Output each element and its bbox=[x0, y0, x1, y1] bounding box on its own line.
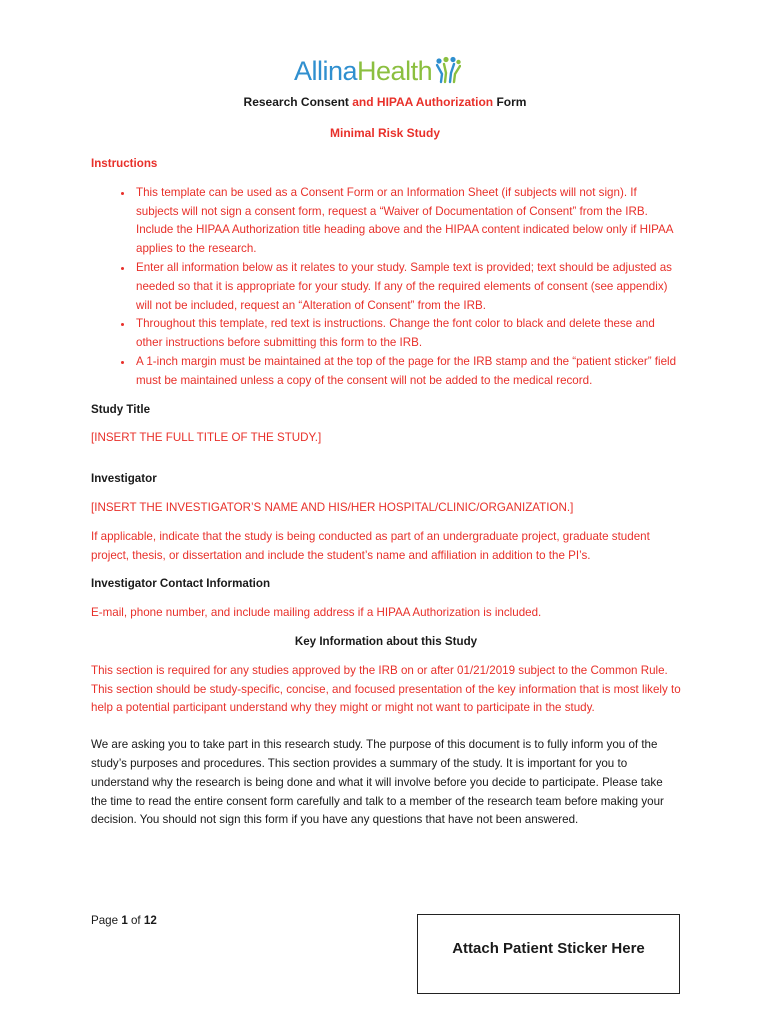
instructions-heading: Instructions bbox=[91, 157, 158, 170]
key-info-instruction: This section is required for any studies approved by the IRB on or after 01/21/2019 subject to the Common Rule. This section should be study-specific, concise, and focused presentation of the key information that is most likely to help a potential participant understand why they might or might not want to participate in the study. bbox=[91, 663, 681, 715]
logo-brand-part2: Health bbox=[357, 56, 433, 86]
contact-heading: Investigator Contact Information bbox=[91, 577, 271, 591]
document-title bbox=[0, 95, 770, 109]
page-of-label: of bbox=[127, 914, 144, 927]
page-current: 1 bbox=[121, 914, 128, 927]
document-subtitle: Minimal Risk Study bbox=[329, 126, 441, 140]
instruction-item: • Enter all information below as it relates to your study. Sample text is provided; text should be adjusted as needed so that it is appropriate for your study. If any of the required elements of consent (see appendix) will not be included, request an “Alteration of Consent” from the IRB. bbox=[134, 259, 681, 315]
title-part1: Research Consent bbox=[243, 95, 353, 109]
key-info-heading: Key Information about this Study bbox=[294, 634, 478, 648]
page-total: 12 bbox=[143, 914, 157, 927]
instruction-item: • Throughout this template, red text is instructions. Change the font color to black and delete these and other instructions before submitting this form to the IRB. bbox=[134, 315, 681, 353]
instructions-list bbox=[91, 184, 681, 391]
patient-sticker-box bbox=[417, 914, 680, 994]
instruction-item: • A 1-inch margin must be maintained at the top of the page for the IRB stamp and the “patient sticker” field must be maintained unless a copy of the consent will not be added to the medical record. bbox=[134, 353, 681, 391]
investigator-placeholder: [INSERT THE INVESTIGATOR’S NAME AND HIS/HER HOSPITAL/CLINIC/ORGANIZATION.] bbox=[91, 500, 574, 514]
contact-instruction: E-mail, phone number, and include mailing address if a HIPAA Authorization is included. bbox=[91, 606, 542, 620]
allina-health-logo bbox=[294, 52, 461, 86]
instruction-item: • This template can be used as a Consent Form or an Information Sheet (if subjects will not sign). If subjects will not sign a consent form, request a “Waiver of Documentation of Consent” from the IRB. Include the HIPAA Authorization title heading above and the HIPAA content indicated below only if HIPAA applies to the research. bbox=[134, 184, 681, 259]
investigator-note: If applicable, indicate that the study is being conducted as part of an undergraduate project, graduate student project, thesis, or dissertation and include the student’s name and affiliation in addition to the PI’s. bbox=[91, 529, 650, 562]
document-body bbox=[91, 155, 681, 830]
logo-brand-part1: Allina bbox=[294, 56, 358, 86]
title-part3: Form bbox=[493, 95, 527, 109]
key-info-body: We are asking you to take part in this research study. The purpose of this document is to fully inform you of the study’s purposes and procedures. This section provides a summary of the study. It is important for you to understand why the research is being done and what it will involve before you decide to participate. Please take the time to read the entire consent form carefully and talk to a member of the research team before making your decision. You should not sign this form if you have any questions that have not been answered. bbox=[91, 738, 664, 827]
investigator-heading: Investigator bbox=[91, 472, 157, 486]
people-figures-icon bbox=[435, 56, 461, 84]
page-number bbox=[91, 914, 157, 927]
title-hipaa-part: and HIPAA Authorization bbox=[352, 95, 494, 109]
study-title-placeholder: [INSERT THE FULL TITLE OF THE STUDY.] bbox=[91, 431, 322, 445]
study-title-heading: Study Title bbox=[91, 402, 151, 416]
logo-wordmark bbox=[294, 56, 432, 86]
patient-sticker-label: Attach Patient Sticker Here bbox=[452, 940, 645, 957]
page-label: Page bbox=[91, 914, 122, 927]
